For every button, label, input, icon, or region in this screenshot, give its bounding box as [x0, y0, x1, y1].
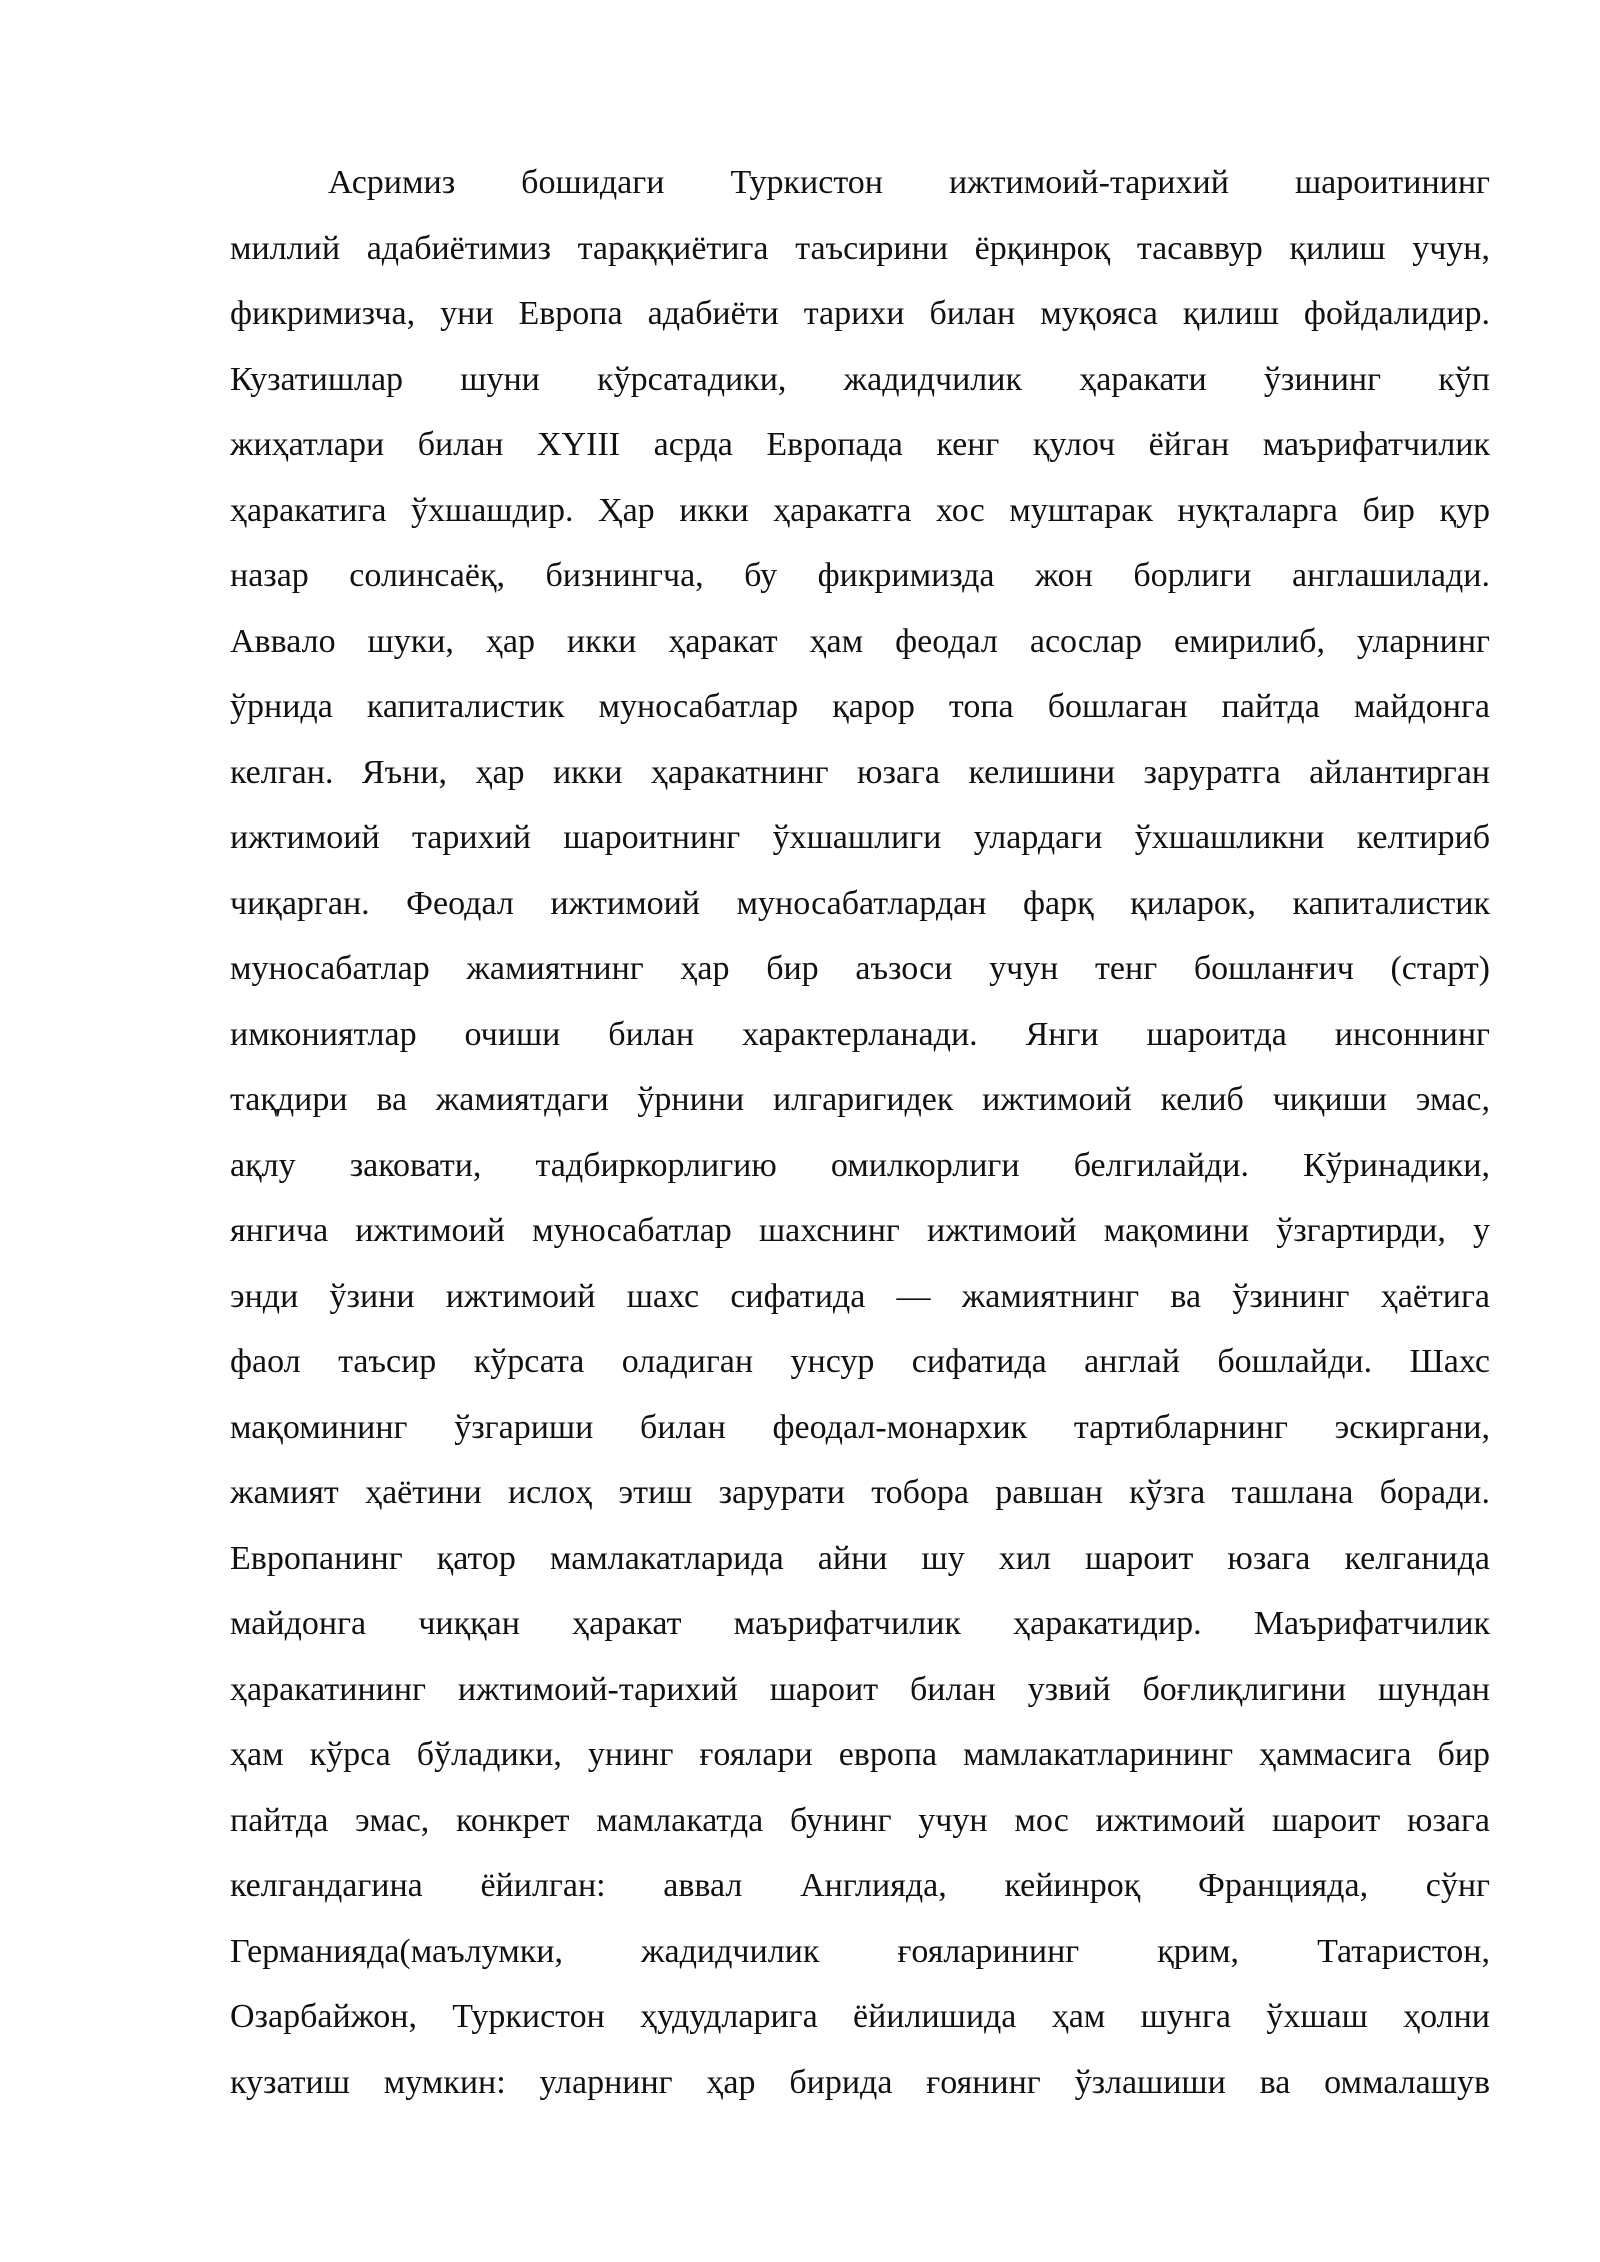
text-line: майдонга чиққан ҳаракат маърифатчилик ҳаракатидир. Маърифатчилик [230, 1605, 1490, 1642]
text-line: ақлу заковати, тадбиркорлигию омилкорлиги белгилайди. Кўринадики, [230, 1146, 1490, 1184]
text-line: ижтимоий тарихий шароитнинг ўхшашлиги улардаги ўхшашликни келтириб [230, 819, 1490, 856]
text-line: фаол таъсир кўрсата оладиган унсур сифатида англай бошлайди. Шахс [230, 1343, 1490, 1380]
text-line: Аввало шуки, ҳар икки ҳаракат ҳам феодал асослар емирилиб, уларнинг [230, 622, 1490, 660]
text-line: ҳаракатига ўхшашдир. Ҳар икки ҳаракатга хос муштарак нуқталарга бир қур [230, 491, 1490, 529]
text-line: ҳаракатининг ижтимоий-тарихий шароит билан узвий боғлиқлигини шундан [230, 1670, 1490, 1708]
text-line: Германияда(маълумки, жадидчилик ғояларининг қрим, Татаристон, [230, 1932, 1490, 1970]
text-line: келган. Яъни, ҳар икки ҳаракатнинг юзага келишини заруратга айлантирган [230, 753, 1490, 791]
text-line: муносабатлар жамиятнинг ҳар бир аъзоси учун тенг бошланғич (старт) [230, 950, 1490, 987]
text-line: Кузатишлар шуни кўрсатадики, жадидчилик ҳаракати ўзининг кўп [230, 360, 1490, 398]
text-line: назар солинсаёқ, бизнингча, бу фикримизда жон борлиги англашилади. [230, 557, 1490, 594]
text-line: жамият ҳаётини ислоҳ этиш зарурати тобора равшан кўзга ташлана боради. [230, 1474, 1490, 1511]
text-line: ҳам кўрса бўладики, унинг ғоялари европа мамлакатларининг ҳаммасига бир [230, 1736, 1490, 1773]
text-line: кузатиш мумкин: уларнинг ҳар бирида ғоянинг ўзлашиши ва оммалашув [230, 2063, 1490, 2101]
text-line: энди ўзини ижтимоий шахс сифатида — жамиятнинг ва ўзининг ҳаётига [230, 1277, 1490, 1315]
text-line: мақомининг ўзгариши билан феодал-монархик тартибларнинг эскиргани, [230, 1408, 1490, 1446]
text-line: Асримиз бошидаги Туркистон ижтимоий-тарихий шароитининг [328, 164, 1490, 201]
text-line: Европанинг қатор мамлакатларида айни шу хил шароит юзага келганида [230, 1539, 1490, 1577]
text-line: чиқарган. Феодал ижтимоий муносабатлардан фарқ қиларок, капиталистик [230, 884, 1490, 922]
text-line: келгандагина ёйилган: аввал Англияда, кейинроқ Францияда, сўнг [230, 1867, 1490, 1904]
text-line: ўрнида капиталистик муносабатлар қарор топа бошлаган пайтда майдонга [230, 688, 1490, 725]
text-line: жиҳатлари билан XYIII асрда Европада кенг қулоч ёйган маърифатчилик [230, 426, 1490, 463]
paragraph [230, 150, 1490, 2115]
text-line: миллий адабиётимиз тараққиётига таъсирини ёрқинроқ тасаввур қилиш учун, [230, 229, 1490, 267]
text-line: пайтда эмас, конкрет мамлакатда бунинг учун мос ижтимоий шароит юзага [230, 1801, 1490, 1839]
text-line: Озарбайжон, Туркистон ҳудудларига ёйилишида ҳам шунга ўхшаш ҳолни [230, 1998, 1490, 2035]
text-line: тақдири ва жамиятдаги ўрнини илгаригидек ижтимоий келиб чиқиши эмас, [230, 1081, 1490, 1118]
text-line: янгича ижтимоий муносабатлар шахснинг ижтимоий мақомини ўзгартирди, у [230, 1212, 1490, 1249]
text-line: фикримизча, уни Европа адабиёти тарихи билан муқояса қилиш фойдалидир. [230, 295, 1490, 332]
text-line: имкониятлар очиши билан характерланади. Янги шароитда инсоннинг [230, 1015, 1490, 1053]
